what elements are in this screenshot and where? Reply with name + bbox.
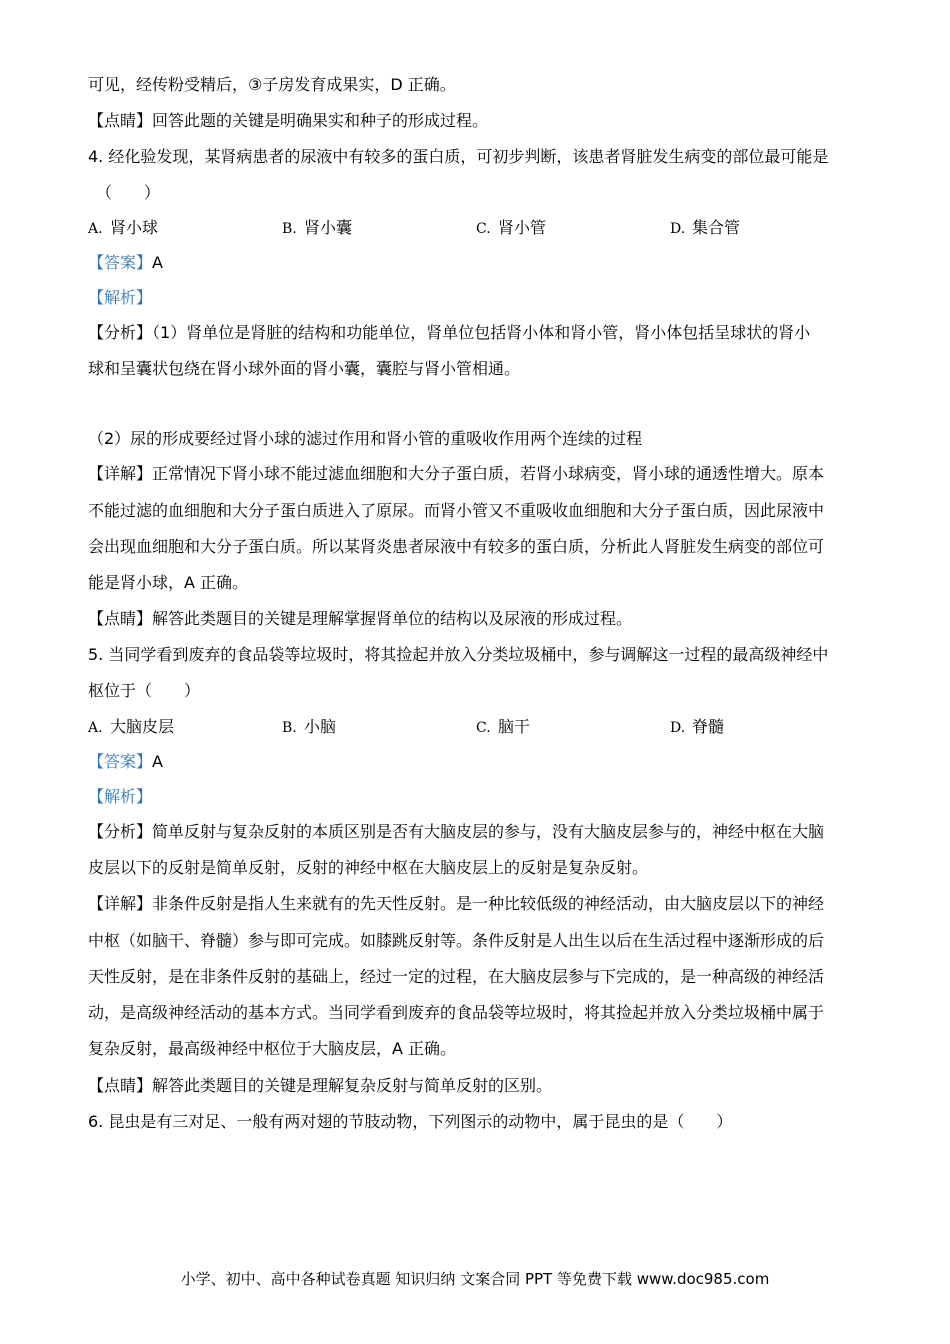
option-text: 肾小管	[498, 218, 547, 237]
q4-detail-line4: 能是肾小球，A 正确。	[88, 573, 249, 592]
option-text: 集合管	[692, 218, 741, 237]
q6-stem-line1: 6. 昆虫是有三对足、一般有两对翅的节肢动物，下列图示的动物中，属于昆虫的是（ ）	[88, 1112, 733, 1131]
detail-tag: 【详解】	[88, 894, 153, 913]
q5-detail-line5: 复杂反射，最高级神经中枢位于大脑皮层，A 正确。	[88, 1039, 457, 1058]
option-text: 肾小囊	[304, 218, 353, 237]
analysis-tag: 【分析】	[88, 323, 153, 342]
q4-analysis-line2: 球和呈囊状包绕在肾小球外面的肾小囊，囊腔与肾小管相通。	[88, 359, 521, 378]
q5-detail-line3: 天性反射，是在非条件反射的基础上，经过一定的过程，在大脑皮层参与下完成的，是一种高级的神经活	[88, 967, 825, 986]
q4-analysis-line3: （2）尿的形成要经过肾小球的滤过作用和肾小管的重吸收作用两个连续的过程	[88, 429, 643, 448]
q5-analysis-line1	[88, 821, 824, 843]
q3-key-point	[88, 110, 488, 132]
q5-key-point	[88, 1075, 552, 1097]
answer-value: A	[152, 253, 163, 272]
option-text: 肾小球	[110, 218, 159, 237]
q4-stem-line1: 4. 经化验发现，某肾病患者的尿液中有较多的蛋白质，可初步判断，该患者肾脏发生病变的部位最可能是	[88, 147, 829, 166]
detail-tag: 【详解】	[88, 464, 153, 483]
option-text: 大脑皮层	[110, 717, 175, 736]
key-point-text: 解答此类题目的关键是理解掌握肾单位的结构以及尿液的形成过程。	[152, 609, 633, 628]
q5-stem-line1: 5. 当同学看到废弃的食品袋等垃圾时，将其捡起并放入分类垃圾桶中，参与调解这一过程的最高级神经中	[88, 645, 829, 664]
answer-tag: 【答案】	[88, 752, 153, 771]
q5-analysis-heading: 【解析】	[88, 787, 153, 806]
option-letter: A.	[88, 720, 103, 736]
q4-detail-line3: 会出现血细胞和大分子蛋白质。所以某肾炎患者尿液中有较多的蛋白质，分析此人肾脏发生病变的部位可	[88, 537, 825, 556]
q5-analysis-line2: 皮层以下的反射是简单反射，反射的神经中枢在大脑皮层上的反射是复杂反射。	[88, 858, 649, 877]
option-letter: C.	[476, 221, 491, 237]
q5-detail-line1	[88, 893, 824, 915]
q5-answer	[88, 751, 163, 773]
q4-option-d	[670, 217, 740, 240]
analysis-text: （1）肾单位是肾脏的结构和功能单位，肾单位包括肾小体和肾小管，肾小体包括呈球状的肾小	[152, 323, 811, 342]
option-text: 小脑	[304, 717, 337, 736]
key-point-text: 回答此题的关键是明确果实和种子的形成过程。	[152, 111, 489, 130]
q4-option-b	[282, 217, 352, 240]
q4-analysis-heading: 【解析】	[88, 288, 153, 307]
q4-detail-line2: 不能过滤的血细胞和大分子蛋白质进入了原尿。而肾小管又不重吸收血细胞和大分子蛋白质，因此尿液中	[88, 501, 825, 520]
q5-option-d	[670, 716, 724, 739]
key-point-text: 解答此类题目的关键是理解复杂反射与简单反射的区别。	[152, 1076, 553, 1095]
option-letter: B.	[282, 221, 297, 237]
q4-key-point	[88, 608, 632, 630]
option-text: 脑干	[498, 717, 531, 736]
q5-option-a	[88, 716, 174, 739]
option-letter: C.	[476, 720, 491, 736]
detail-text: 非条件反射是指人生来就有的先天性反射。是一种比较低级的神经活动，由大脑皮层以下的神经	[152, 894, 825, 913]
option-letter: A.	[88, 221, 103, 237]
paragraph-line: 可见，经传粉受精后，③子房发育成果实，D 正确。	[88, 75, 456, 94]
page-footer: 小学、初中、高中各种试卷真题 知识归纳 文案合同 PPT 等免费下载 www.doc985.com	[180, 1270, 770, 1288]
option-letter: B.	[282, 720, 297, 736]
q5-option-b	[282, 716, 336, 739]
q4-analysis-line1	[88, 322, 810, 344]
q5-option-c	[476, 716, 530, 739]
q5-detail-line2: 中枢（如脑干、脊髓）参与即可完成。如膝跳反射等。条件反射是人出生以后在生活过程中逐渐形成的后	[88, 931, 825, 950]
key-point-tag: 【点睛】	[88, 111, 153, 130]
q4-option-a	[88, 217, 158, 240]
key-point-tag: 【点睛】	[88, 609, 153, 628]
answer-tag: 【答案】	[88, 253, 153, 272]
detail-text: 正常情况下肾小球不能过滤血细胞和大分子蛋白质，若肾小球病变，肾小球的通透性增大。原本	[152, 464, 825, 483]
q4-option-c	[476, 217, 546, 240]
q4-stem-line2: （ ）	[96, 183, 161, 202]
option-letter: D.	[670, 720, 686, 736]
key-point-tag: 【点睛】	[88, 1076, 153, 1095]
q4-answer	[88, 252, 163, 274]
option-letter: D.	[670, 221, 686, 237]
analysis-tag: 【分析】	[88, 822, 153, 841]
q5-stem-line2: 枢位于（ ）	[88, 681, 201, 700]
q4-detail-line1	[88, 463, 824, 485]
option-text: 脊髓	[692, 717, 725, 736]
analysis-text: 简单反射与复杂反射的本质区别是否有大脑皮层的参与，没有大脑皮层参与的，神经中枢在大脑	[152, 822, 825, 841]
q5-detail-line4: 动，是高级神经活动的基本方式。当同学看到废弃的食品袋等垃圾时，将其捡起并放入分类垃圾桶中属于	[88, 1003, 825, 1022]
answer-value: A	[152, 752, 163, 771]
